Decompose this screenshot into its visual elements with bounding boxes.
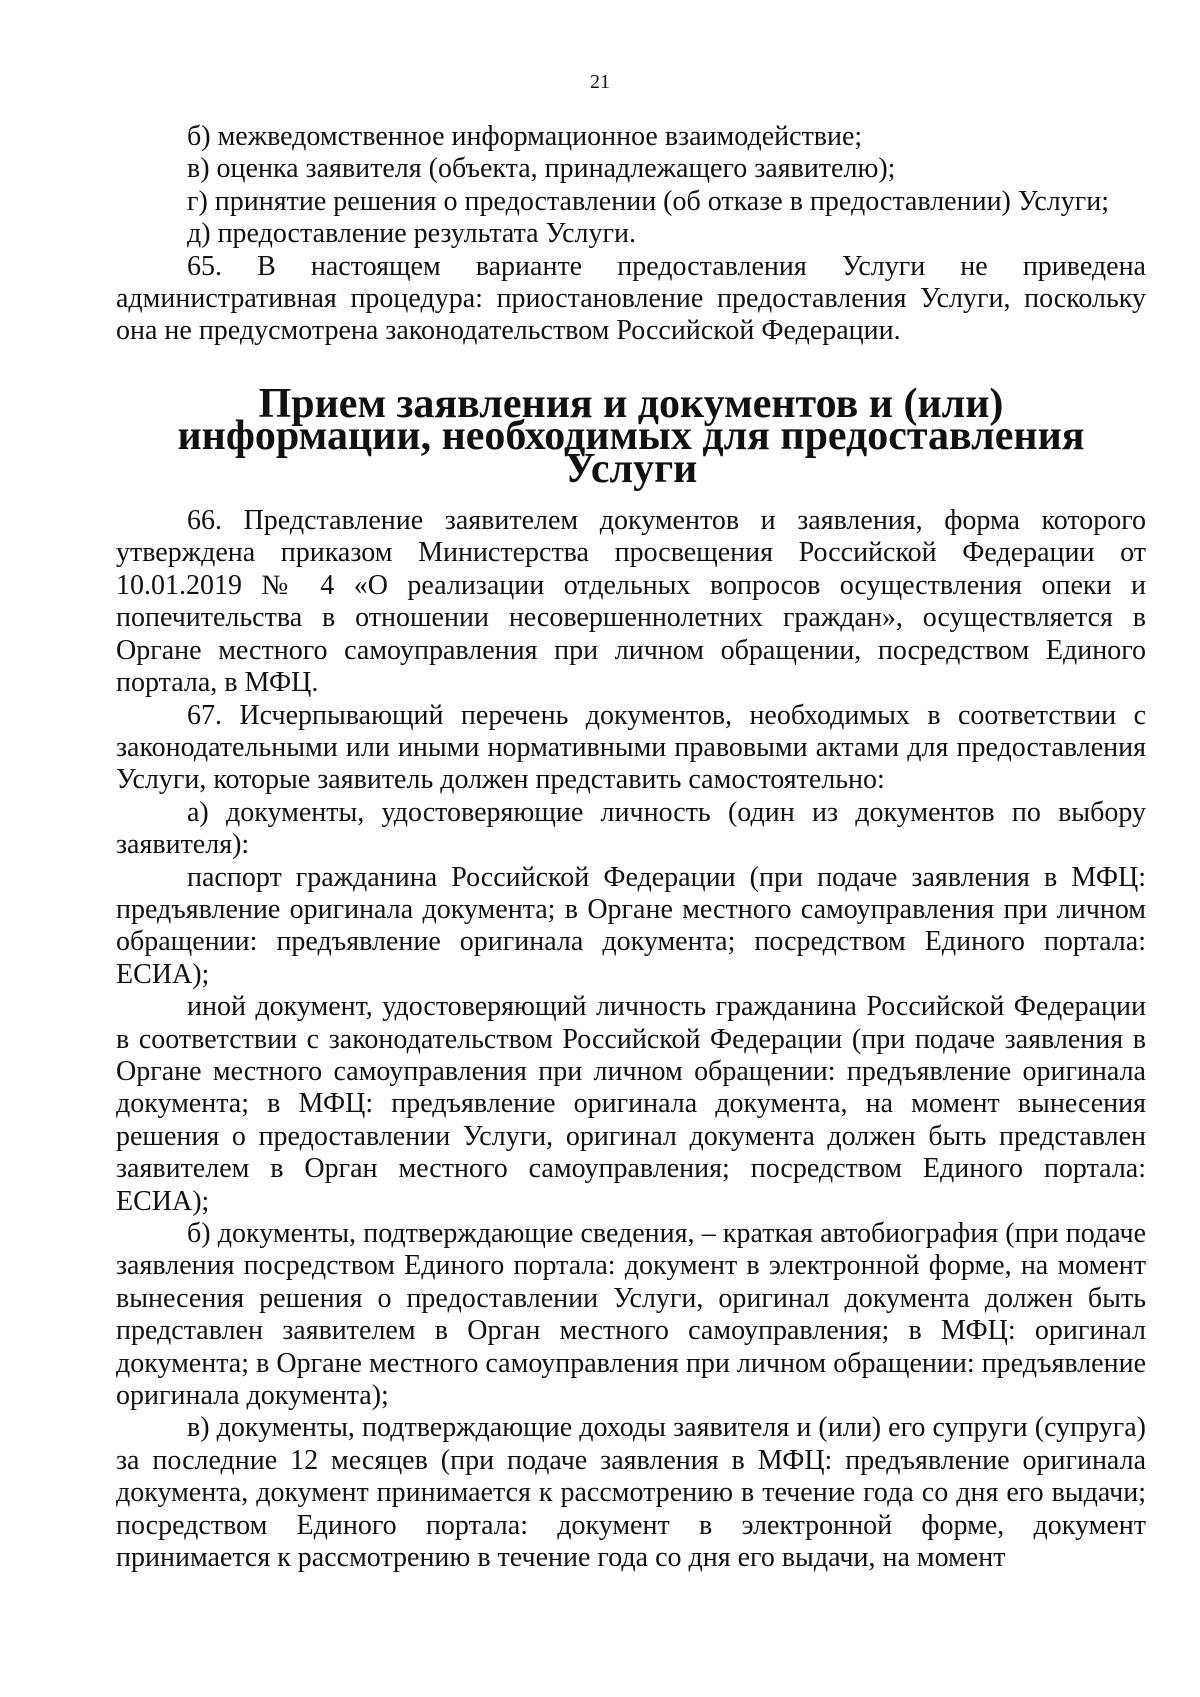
paragraph-v-assessment: в) оценка заявителя (объекта, принадлежащего заявителю); [187,153,896,185]
paragraph-a-identity-documents: а) документы, удостоверяющие личность (один из документов по выбору заявителя): [116,796,1146,861]
paragraph-d-result: д) предоставление результата Услуги. [187,218,636,250]
paragraph-66: 66. Представление заявителем документов и заявления, форма которого утверждена приказом Министерства просвещения Российской Федерации от 10.01.2019 № 4 «О реализации отдельных вопросов осуществления опеки и попечительства в отношении несовершеннолетних граждан», осуществляется в Органе местного самоуправления при личном обращении, посредством Единого портала, в МФЦ. [116,505,1146,699]
paragraph-other-identity-document: иной документ, удостоверяющий личность гражданина Российской Федерации в соответствии с законодательством Российской Федерации (при подаче заявления в Органе местного самоуправления при личном обращении: предъявление оригинала документа; в МФЦ: предъявление оригинала документа, на момент вынесения решения о предоставлении Услуги, оригинал документа должен быть представлен заявителем в Орган местного самоуправления; посредством Единого портала: ЕСИА); [116,991,1146,1217]
page-number: 21 [590,71,610,93]
paragraph-passport: паспорт гражданина Российской Федерации (при подаче заявления в МФЦ: предъявление оригинала документа; в Органе местного самоуправления при личном обращении: предъявление оригинала документа; посредством Единого портала: ЕСИА); [116,861,1146,990]
document-body [116,121,1146,1574]
section-heading: Прием заявления и документов и (или) информации, необходимых для предоставления Услуги [177,380,1085,492]
paragraph-67: 67. Исчерпывающий перечень документов, необходимых в соответствии с законодательными или иными нормативными правовыми актами для предоставления Услуги, которые заявитель должен представить самостоятельно: [116,699,1146,796]
paragraph-b-interagency: б) межведомственное информационное взаимодействие; [187,121,863,152]
paragraph-g-decision: г) принятие решения о предоставлении (об отказе в предоставлении) Услуги; [187,185,1109,217]
paragraph-b-autobiography: б) документы, подтверждающие сведения, – краткая автобиография (при подаче заявления посредством Единого портала: документ в электронной форме, на момент вынесения решения о предоставлении Услуги, оригинал документа должен быть представлен заявителем в Орган местного самоуправления; в МФЦ: оригинал документа; в Органе местного самоуправления при личном обращении: предъявление оригинала документа); [116,1218,1146,1412]
paragraph-v-income-documents: в) документы, подтверждающие доходы заявителя и (или) его супруги (супруга) за последние 12 месяцев (при подаче заявления в МФЦ: предъявление оригинала документа, документ принимается к рассмотрению в течение года со дня его выдачи; посредством Единого портала: документ в электронной форме, документ принимается к рассмотрению в течение года со дня его выдачи, на момент [116,1412,1146,1574]
paragraph-65: 65. В настоящем варианте предоставления Услуги не приведена административная процедура: приостановление предоставления Услуги, поскольку она не предусмотрена законодательством Российской Федерации. [116,250,1146,347]
